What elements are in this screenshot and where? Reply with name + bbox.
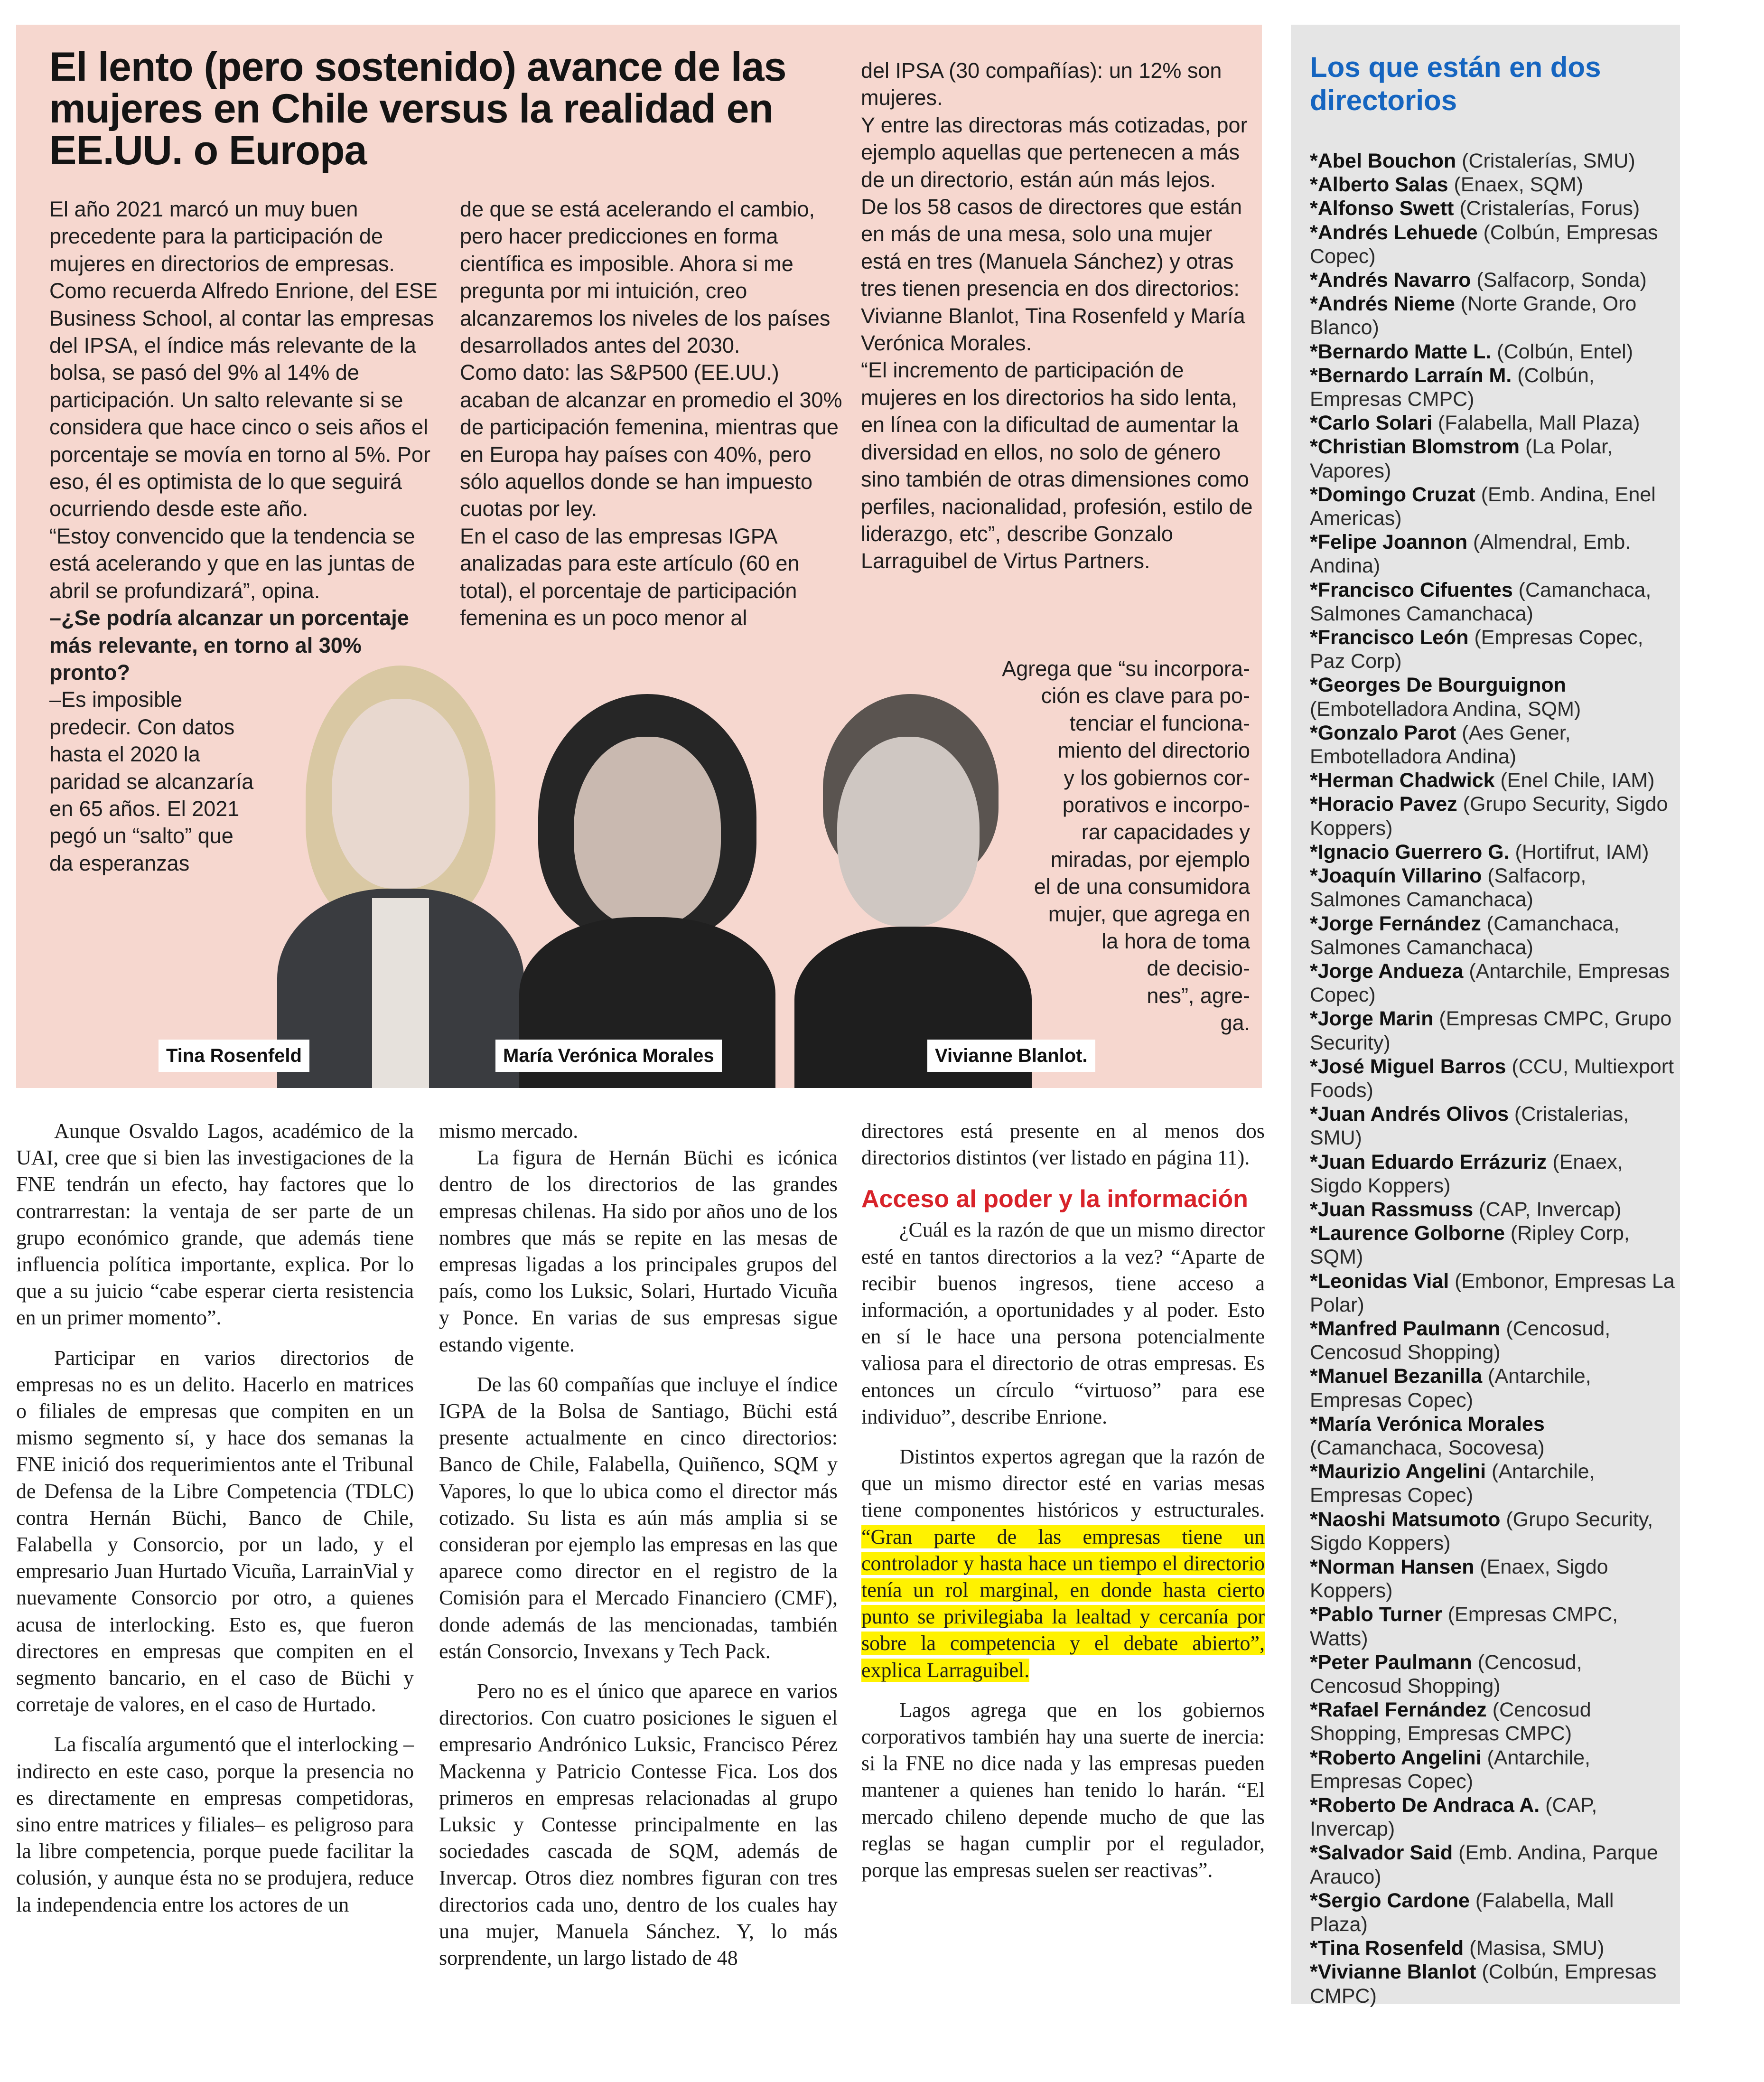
list-item: *Joaquín Villarino (Salfacorp, Salmones Camanchaca): [1310, 864, 1587, 911]
list-item: *Peter Paulmann (Cencosud, Cencosud Shopping): [1310, 1651, 1582, 1697]
list-item: *Georges De Bourguignon (Embotelladora Andina, SQM): [1310, 674, 1581, 721]
directors-list: [1310, 149, 1675, 2008]
feature-paragraph: En el caso de las empresas IGPA analizadas para este artículo (60 en total), el porcentaje de participación femenina es un poco menor al: [460, 524, 800, 630]
list-item: *Andrés Nieme (Norte Grande, Oro Blanco): [1310, 292, 1637, 339]
list-item: *Francisco León (Empresas Copec, Paz Corp): [1310, 626, 1643, 673]
list-item: *Laurence Golborne (Ripley Corp, SQM): [1310, 1222, 1630, 1269]
feature-headline: El lento (pero sostenido) avance de las mujeres en Chile versus la realidad en EE.UU. o Europa: [49, 44, 786, 173]
portrait-tina-rosenfeld: [272, 637, 529, 1088]
article-paragraph: Distintos expertos agregan que la razón de que un mismo director esté en varias mesas tiene componentes históricos y estructurales. “Gran parte de las empresas tiene un controlador y hasta hace un tiempo el directorio tenía un rol marginal, en donde hasta cierto punto se privilegiaba la lealtad y cercanía por sobre la competencia y el debate abierto”, explica Larraguibel.: [861, 1445, 1265, 1682]
list-item: *Francisco Cifuentes (Camanchaca, Salmones Camanchaca): [1310, 578, 1652, 625]
caption-tina-rosenfeld: Tina Rosenfeld: [159, 1040, 309, 1072]
feature-paragraph: El año 2021 marcó un muy buen precedente para la participación de mujeres en directorios de empresas. Como recuerda Alfredo Enrione, del ESE Business School, al contar las empresas del IPSA, el índice más relevante de la bolsa, se pasó del 9% al 14% de participación. Un salto relevante si se considera que hace cinco o seis años el porcentaje se movía en torno al 5%. Por eso, él es optimista de lo que seguirá ocurriendo desde este año.: [49, 197, 438, 521]
interview-question: –¿Se podría alcanzar un porcentaje más relevante, en torno al 30% pronto?: [49, 606, 409, 685]
feature-paragraph: del IPSA (30 compañías): un 12% son mujeres.: [861, 58, 1222, 110]
quote-tail: Agrega que “su incorpora- ción es clave para po- tenciar el funciona- miento del directorio y los gobiernos cor- porativos e incorpo- rar capacidades y miradas, por ejemplo el de una consumidora mujer, que agrega en la hora de toma de decisio- nes”, agre- ga.: [1002, 656, 1250, 1035]
caption-maria-veronica-morales: María Verónica Morales: [495, 1040, 722, 1072]
article-column-3: [861, 1118, 1265, 1884]
list-item: *Juan Andrés Olivos (Cristalerias, SMU): [1310, 1103, 1629, 1150]
feature-column-3: [861, 57, 1255, 575]
list-item: *Norman Hansen (Enaex, Sigdo Koppers): [1310, 1555, 1608, 1603]
feature-box: [16, 25, 1262, 1088]
portrait-maria-veronica-morales: [510, 694, 785, 1088]
list-item: *Andrés Navarro (Salfacorp, Sonda): [1310, 269, 1647, 292]
list-item: *Domingo Cruzat (Emb. Andina, Enel Americas): [1310, 483, 1656, 530]
list-item: *Horacio Pavez (Grupo Security, Sigdo Koppers): [1310, 793, 1668, 840]
feature-column-2: [460, 196, 854, 632]
list-item: *Alfonso Swett (Cristalerías, Forus): [1310, 197, 1640, 220]
feature-paragraph: De los 58 casos de directores que están en más de una mesa, solo una mujer está en tres (Manuela Sánchez) y otras tres tienen presencia en dos directorios: Vivianne Blanlot, Tina Rosenfeld y María Verónica Morales.: [861, 195, 1245, 356]
list-item: *Christian Blomstrom (La Polar, Vapores): [1310, 435, 1613, 482]
directors-sidebar: [1291, 25, 1680, 2007]
list-item: *Rafael Fernández (Cencosud Shopping, Empresas CMPC): [1310, 1698, 1591, 1745]
article-paragraph: Pero no es el único que aparece en varios directorios. Con cuatro posiciones le siguen el empresario Andrónico Luksic, Francisco Pérez Mackenna y Patricio Contesse Fica. Los dos primeros en empresas relacionadas al grupo Luksic y Contesse principalmente en las sociedades cascada de SQM, además de Invercap. Otros diez nombres figuran con tres directorios cada uno, dentro de los cuales hay una mujer, Manuela Sánchez. Y, lo más sorprendente, un largo listado de 48: [439, 1679, 838, 1970]
list-item: *Abel Bouchon (Cristalerías, SMU): [1310, 150, 1635, 172]
sidebar-title: Los que están en dos directorios: [1310, 51, 1601, 116]
list-item: *Felipe Joannon (Almendral, Emb. Andina): [1310, 531, 1631, 578]
list-item: *Maurizio Angelini (Antarchile, Empresas Copec): [1310, 1460, 1595, 1507]
list-item: *Pablo Turner (Empresas CMPC, Watts): [1310, 1603, 1618, 1650]
article-paragraph: Aunque Osvaldo Lagos, académico de la UAI, cree que si bien las investigaciones de la FNE tendrán un efecto, hay factores que lo contrarrestan: la ventaja de ser parte de un grupo económico grande, que además tiene influencia política importante, explica. Por lo que a su juicio “cabe esperar cierta resistencia en un primer momento”.: [16, 1119, 414, 1330]
list-item: *Alberto Salas (Enaex, SQM): [1310, 173, 1583, 197]
article-paragraph: Participar en varios directorios de empresas no es un delito. Hacerlo en matrices o filiales de empresas que compiten en un mismo segmento sí, y hace dos semanas la FNE inició dos requerimientos ante el Tribunal de Defensa de la Libre Competencia (TDLC) contra Hernán Büchi, Banco de Chile, Falabella y Consorcio, por un lado, y el empresario Juan Hurtado Vicuña, LarrainVial y nuevamente Consorcio por otro, a quienes acusa de interlocking. Esto es, que fueron directores en empresas que compiten en el segmento bancario, en el caso de Büchi y corretaje de valores, en el caso de Hurtado.: [16, 1346, 414, 1716]
highlighted-quote: “Gran parte de las empresas tiene un controlador y hasta hace un tiempo el directorio tenía un rol marginal, en donde hasta cierto punto se privilegiaba la lealtad y cercanía por sobre la competencia y el debate abierto”, explica Larraguibel.: [861, 1525, 1265, 1682]
list-item: *Sergio Cardone (Falabella, Mall Plaza): [1310, 1889, 1614, 1936]
list-item: *Bernardo Matte L. (Colbún, Entel): [1310, 340, 1633, 363]
list-item: *Bernardo Larraín M. (Colbún, Empresas CMPC): [1310, 364, 1595, 411]
article-subhead: Acceso al poder y la información: [861, 1185, 1248, 1213]
list-item: *Herman Chadwick (Enel Chile, IAM): [1310, 769, 1655, 792]
list-item: *Juan Rassmuss (CAP, Invercap): [1310, 1198, 1622, 1221]
feature-paragraph: “El incremento de participación de mujeres en los directorios ha sido lenta, en línea con la dificultad de aumentar la diversidad en ellos, no solo de género sino también de otras dimensiones como perfiles, nacionalidad, profesión, estilo de liderazgo, etc”, describe Gonzalo Larraguibel de Virtus Partners.: [861, 358, 1253, 573]
list-item: *Leonidas Vial (Embonor, Empresas La Polar): [1310, 1269, 1675, 1316]
article-paragraph: La fiscalía argumentó que el interlocking –indirecto en este caso, porque la presencia no es directamente en empresas competidoras, sino entre matrices y filiales– es peligroso para la libre competencia, porque puede facilitar la colusión, y aunque ésta no se produjera, reduce la independencia entre los actores de un: [16, 1733, 414, 1916]
article-column-1: [16, 1118, 414, 1918]
list-item: *Manuel Bezanilla (Antarchile, Empresas Copec): [1310, 1365, 1591, 1412]
article-paragraph: De las 60 compañías que incluye el índice IGPA de la Bolsa de Santiago, Büchi está presente actualmente en cinco directorios: Banco de Chile, Falabella, Quiñenco, SQM y Vapores, lo que lo ubica como el director más cotizado. Su lista es aún más amplia si se consideran por ejemplo las empresas en las que aparece como director en el registro de la Comisión para el Mercado Financiero (CMF), donde además de las mencionadas, también están Consorcio, Invexans y Tech Pack.: [439, 1372, 838, 1663]
list-item: *Gonzalo Parot (Aes Gener, Embotelladora Andina): [1310, 721, 1571, 769]
list-item: *Naoshi Matsumoto (Grupo Security, Sigdo Koppers): [1310, 1508, 1653, 1555]
article-column-2: [439, 1118, 838, 1971]
list-item: *Juan Eduardo Errázuriz (Enaex, Sigdo Koppers): [1310, 1150, 1623, 1197]
list-item: *Jorge Andueza (Antarchile, Empresas Copec): [1310, 959, 1670, 1007]
list-item: *María Verónica Morales (Camanchaca, Socovesa): [1310, 1412, 1545, 1459]
caption-vivianne-blanlot: Vivianne Blanlot.: [927, 1040, 1095, 1072]
interview-answer: –Es imposible predecir. Con datos hasta el 2020 la paridad se alcanzaría en 65 años. El 2021 pegó un “salto” que da esperanzas: [49, 687, 254, 875]
article-paragraph: mismo mercado.: [439, 1119, 579, 1143]
article-paragraph: La figura de Hernán Büchi es icónica dentro de los directorios de las grandes empresas chilenas. Ha sido por años uno de los nombres que más se repite en las mesas de empresas ligadas a los principales grupos del país, como los Luksic, Solari, Hurtado Vicuña y Ponce. En varias de sus empresas sigue estando vigente.: [439, 1146, 838, 1356]
list-item: *Roberto De Andraca A. (CAP, Invercap): [1310, 1794, 1597, 1841]
list-item: *Ignacio Guerrero G. (Hortifrut, IAM): [1310, 840, 1649, 863]
list-item: *Jorge Marin (Empresas CMPC, Grupo Security): [1310, 1007, 1672, 1054]
feature-paragraph: Como dato: las S&P500 (EE.UU.) acaban de alcanzar en promedio el 30% de participación femenina, mientras que en Europa hay países con 40%, pero sólo aquellos donde se han impuesto cuotas por ley.: [460, 360, 842, 521]
feature-paragraph: “Estoy convencido que la tendencia se está acelerando y que en las juntas de abril se profundizará”, opina.: [49, 524, 415, 603]
feature-paragraph: de que se está acelerando el cambio, pero hacer predicciones en forma científica es imposible. Ahora si me pregunta por mi intuición, creo alcanzaremos los niveles de los países desarrollados antes del 2030.: [460, 197, 831, 358]
article-paragraph: directores está presente en al menos dos directorios distintos (ver listado en página 11).: [861, 1119, 1265, 1170]
list-item: *Carlo Solari (Falabella, Mall Plaza): [1310, 412, 1640, 435]
list-item: *Roberto Angelini (Antarchile, Empresas Copec): [1310, 1746, 1590, 1793]
list-item: *Andrés Lehuede (Colbún, Empresas Copec): [1310, 221, 1658, 268]
list-item: *Manfred Paulmann (Cencosud, Cencosud Shopping): [1310, 1317, 1611, 1364]
list-item: *Salvador Said (Emb. Andina, Parque Arauco): [1310, 1841, 1658, 1888]
list-item: *Jorge Fernández (Camanchaca, Salmones Camanchaca): [1310, 912, 1620, 959]
article-paragraph: Lagos agrega que en los gobiernos corporativos también hay una suerte de inercia: si la FNE no dice nada y las empresas pueden mantener a quienes han tenido lo harán. “El mercado chileno depende mucho de que las reglas se hagan cumplir por el regulador, porque las empresas suelen ser reactivas”.: [861, 1698, 1265, 1882]
list-item: *José Miguel Barros (CCU, Multiexport Foods): [1310, 1055, 1674, 1102]
list-item: *Vivianne Blanlot (Colbún, Empresas CMPC): [1310, 1960, 1657, 2007]
article-paragraph: ¿Cuál es la razón de que un mismo director esté en tantos directorios a la vez? “Aparte de recibir buenos ingresos, tiene acceso a información, a oportunidades y al poder. Esto en sí le hace una persona potencialmente valiosa para el directorio de otras empresas. Es entonces un círculo “virtuoso” para ese individuo”, describe Enrione.: [861, 1218, 1265, 1428]
feature-paragraph: Y entre las directoras más cotizadas, por ejemplo aquellas que pertenecen a más de un directorio, están aún más lejos.: [861, 113, 1248, 192]
list-item: *Tina Rosenfeld (Masisa, SMU): [1310, 1937, 1605, 1960]
